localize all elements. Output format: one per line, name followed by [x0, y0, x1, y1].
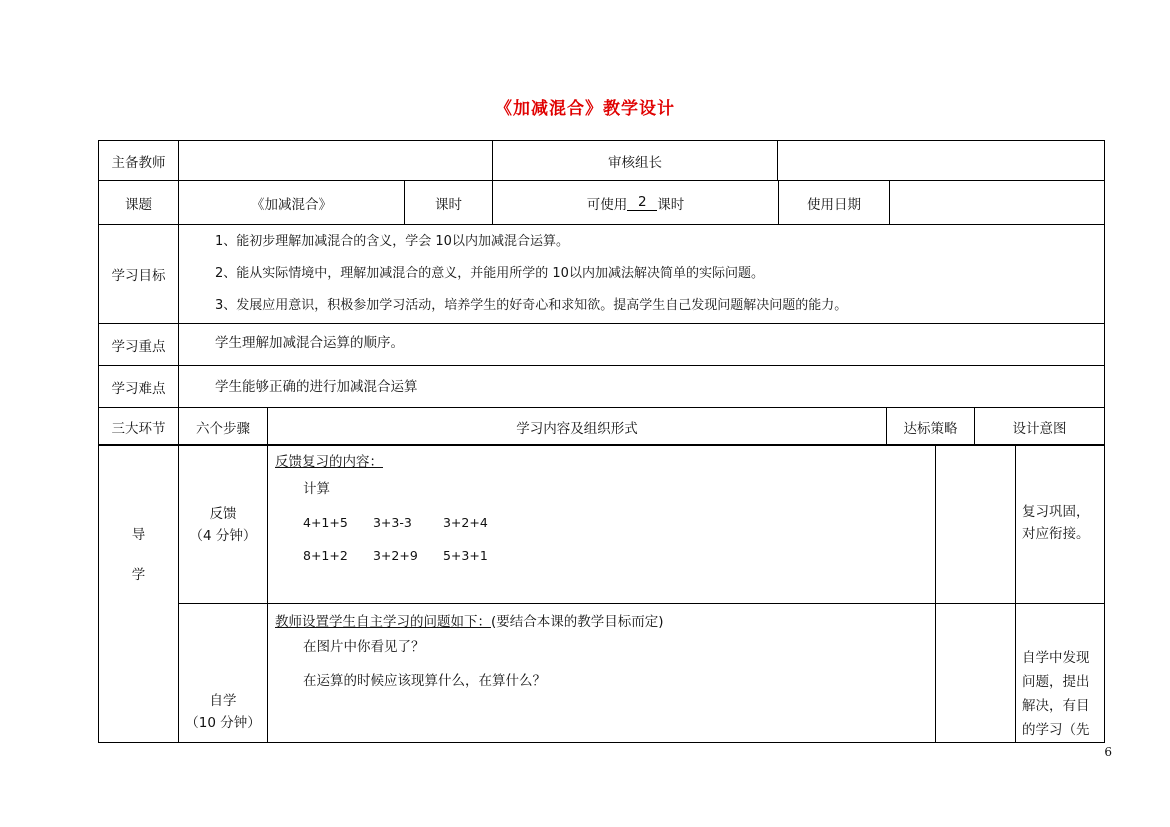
step-selfstudy-time: （10 分钟）: [185, 715, 261, 731]
goals-content: [179, 225, 1105, 324]
date-value: [890, 181, 1104, 224]
focus-text: [179, 324, 1105, 366]
expr: 3+2+9: [372, 548, 418, 563]
step-selfstudy: [179, 604, 268, 743]
selfstudy-heading-line: [275, 612, 935, 632]
selfstudy-row: [99, 604, 1105, 743]
selfstudy-intent-line: 问题，提出: [1022, 674, 1090, 690]
teacher-label: 主备教师: [99, 141, 179, 181]
date-label: 使用日期: [779, 181, 890, 224]
selfstudy-content: [268, 604, 936, 743]
step-feedback-time: （4 分钟）: [189, 528, 257, 544]
difficulty-text-value: 学生能够正确的进行加减混合运算: [215, 378, 418, 395]
difficulty-text: [179, 366, 1105, 408]
period-prefix: 可使用: [586, 196, 628, 213]
feedback-intent: [1016, 445, 1105, 604]
feedback-heading: 反馈复习的内容：: [275, 454, 383, 470]
feedback-intent-line: 复习巩固，: [1022, 504, 1090, 520]
header-row-2: [99, 181, 1105, 225]
period-number: 2: [627, 194, 657, 211]
feedback-content: [268, 445, 936, 604]
col-step: 六个步骤: [179, 408, 268, 446]
goal-item: 1、能初步理解加减混合的含义，学会 10以内加减混合运算。: [215, 234, 569, 249]
selfstudy-intent-line: 的学习（先: [1022, 722, 1090, 738]
period-value: [493, 181, 779, 224]
col-stage: 三大环节: [99, 408, 179, 446]
step-feedback-name: 反馈: [209, 506, 237, 522]
expr: 4+1+5: [303, 515, 348, 530]
expr: 8+1+2: [303, 548, 348, 563]
step-feedback: [179, 445, 268, 604]
goals-label: 学习目标: [99, 225, 179, 324]
goals-row: [99, 225, 1105, 324]
period-suffix: 课时: [657, 196, 685, 213]
document-title: 《加减混合》教学设计: [495, 99, 675, 119]
selfstudy-heading-note: (要结合本课的教学目标而定): [491, 614, 664, 630]
col-content: 学习内容及组织形式: [268, 408, 887, 446]
feedback-strategy: [936, 445, 1016, 604]
feedback-intent-line: 对应衔接。: [1022, 526, 1090, 542]
selfstudy-intent: [1016, 604, 1105, 743]
focus-row: [99, 324, 1105, 366]
feedback-expr-row-2: [275, 539, 935, 572]
selfstudy-intent-line: 自学中发现: [1022, 650, 1090, 666]
stage-guide-char-1: 导: [131, 527, 146, 543]
col-strategy: 达标策略: [887, 408, 975, 446]
reviewer-value: [778, 141, 1105, 181]
selfstudy-question-2: 在运算的时候应该现算什么，在算什么？: [303, 673, 546, 689]
feedback-row: [99, 445, 1105, 604]
focus-text-value: 学生理解加减混合运算的顺序。: [215, 334, 404, 351]
expr: 5+3+1: [442, 548, 488, 563]
topic-label: 课题: [99, 181, 179, 225]
step-selfstudy-name: 自学: [209, 693, 237, 709]
goal-item: 2、能从实际情境中，理解加减混合的意义，并能用所学的 10以内加减法解决简单的实际问题。: [215, 266, 764, 281]
goal-item: 3、发展应用意识，积极参加学习活动，培养学生的好奇心和求知欲。提高学生自己发现问题解决问题的能力。: [215, 298, 848, 313]
selfstudy-question-1: 在图片中你看见了？: [303, 639, 425, 655]
feedback-expr-row-1: [275, 506, 935, 539]
col-intent: 设计意图: [975, 408, 1105, 446]
topic-value: 《加减混合》: [179, 181, 405, 225]
selfstudy-heading: 教师设置学生自主学习的问题如下：: [275, 614, 491, 630]
teacher-value: [179, 141, 493, 181]
selfstudy-intent-line: 解决，有目: [1022, 698, 1090, 714]
page-number: 6: [1104, 745, 1112, 759]
period-label: 课时: [405, 181, 493, 225]
column-header-row: [99, 408, 1105, 446]
difficulty-row: [99, 366, 1105, 408]
stage-guide: [99, 445, 179, 743]
header-row-1: [99, 141, 1105, 181]
focus-label: 学习重点: [99, 324, 179, 366]
selfstudy-strategy: [936, 604, 1016, 743]
period-and-date-cell: [493, 181, 1105, 225]
expr: 3+3-3: [372, 515, 412, 530]
reviewer-label: 审核组长: [493, 141, 778, 181]
lesson-steps-table: [98, 444, 1105, 743]
feedback-calc-label: 计算: [303, 481, 330, 497]
expr: 3+2+4: [442, 515, 488, 530]
lesson-plan-table: [98, 140, 1105, 446]
difficulty-label: 学习难点: [99, 366, 179, 408]
stage-guide-char-2: 学: [131, 567, 146, 583]
